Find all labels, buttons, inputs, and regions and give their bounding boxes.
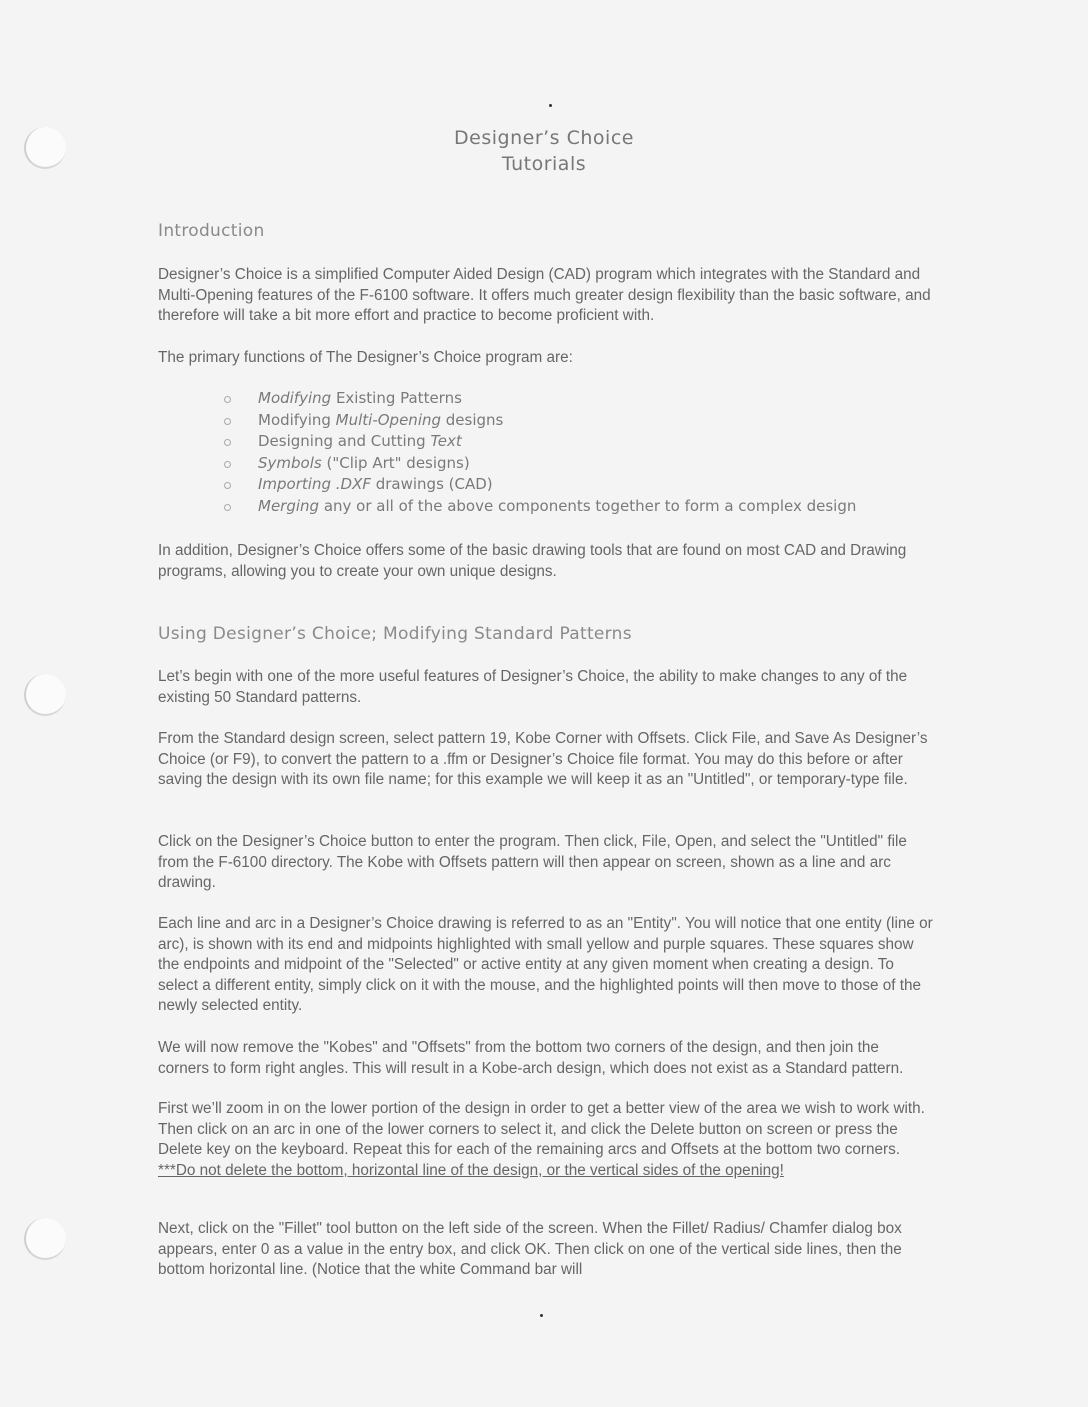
using-paragraph-7: Next, click on the "Fillet" tool button on the left side of the screen. When the Fillet/ Radius/ Chamfer dialog box appears, enter 0 as a value in the entry box, and click OK. Then click on one of the vertical side lines, then the bottom horizontal line. (Notice that the white Command bar will: [158, 1220, 902, 1278]
intro-paragraph-3: In addition, Designer’s Choice offers some of the basic drawing tools that are found on most CAD and Drawing programs, allowing you to create your own unique designs.: [158, 542, 907, 580]
using-paragraph-1: Let’s begin with one of the more useful features of Designer’s Choice, the ability to make changes to any of the existing 50 Standard patterns.: [158, 668, 908, 706]
bullet-icon: [224, 418, 231, 425]
using-paragraph-5: We will now remove the "Kobes" and "Offsets" from the bottom two corners of the design, and then join the corners to form right angles. This will result in a Kobe-arch design, which does not exist as a Standard pattern.: [158, 1039, 904, 1077]
bullet-icon: [224, 482, 231, 489]
scan-speck: [540, 1314, 543, 1317]
list-item: Merging any or all of the above components together to form a complex design: [222, 496, 856, 518]
using-paragraph-4: Each line and arc in a Designer’s Choice drawing is referred to as an "Entity". You will notice that one entity (line or arc), is shown with its end and midpoints highlighted with small yellow and purple squares. These squares show the endpoints and midpoint of the "Selected" or active entity at any given moment when creating a design. To select a different entity, simply click on it with the mouse, and the highlighted points will then move to those of the newly selected entity.: [158, 915, 933, 1014]
document-subtitle: Tutorials: [501, 153, 587, 175]
list-item: Symbols ("Clip Art" designs): [222, 453, 856, 475]
intro-paragraph-1: Designer’s Choice is a simplified Computer Aided Design (CAD) program which integrates with the Standard and Multi-Opening features of the F-6100 software. It offers much greater design flexibility than the basic software, and therefore will take a bit more effort and practice to become proficient with.: [158, 266, 931, 324]
intro-paragraph-2: The primary functions of The Designer’s Choice program are:: [158, 349, 573, 366]
bullet-icon: [224, 461, 231, 468]
list-item: Modifying Multi-Opening designs: [222, 410, 856, 432]
using-paragraph-6: First we’ll zoom in on the lower portion of the design in order to get a better view of the area we wish to work with. Then click on an arc in one of the lower corners to select it, and click the Delete button on screen or press the Delete key on the keyboard. Repeat this for each of the remaining arcs and Offsets at the bottom two corners. ***Do not delete the bottom, horizontal line of the design, or the vertical sides of the opening!: [158, 1100, 925, 1179]
warning-note: ***Do not delete the bottom, horizontal line of the design, or the vertical sides of the opening!: [158, 1161, 784, 1179]
list-item: Importing .DXF drawings (CAD): [222, 474, 856, 496]
section-heading-introduction: Introduction: [158, 221, 265, 241]
punch-hole-bottom: [24, 1218, 66, 1260]
using-paragraph-2: From the Standard design screen, select pattern 19, Kobe Corner with Offsets. Click File, and Save As Designer’s Choice (or F9), to convert the pattern to a .ffm or Designer’s Choice file format. You may do this before or after saving the design with its own file name; for this example we will keep it as an "Untitled", or temporary-type file.: [158, 730, 928, 788]
function-list: [222, 388, 856, 517]
section-heading-using: Using Designer’s Choice; Modifying Standard Patterns: [158, 624, 632, 644]
bullet-icon: [224, 439, 231, 446]
bullet-icon: [224, 396, 231, 403]
list-item: Modifying Existing Patterns: [222, 388, 856, 410]
using-paragraph-3: Click on the Designer’s Choice button to enter the program. Then click, File, Open, and select the "Untitled" file from the F-6100 directory. The Kobe with Offsets pattern will then appear on screen, shown as a line and arc drawing.: [158, 833, 907, 891]
bullet-icon: [224, 504, 231, 511]
list-item: Designing and Cutting Text: [222, 431, 856, 453]
punch-hole-middle: [24, 674, 66, 716]
scan-speck: [549, 104, 552, 107]
document-title: Designer’s Choice: [454, 127, 634, 149]
